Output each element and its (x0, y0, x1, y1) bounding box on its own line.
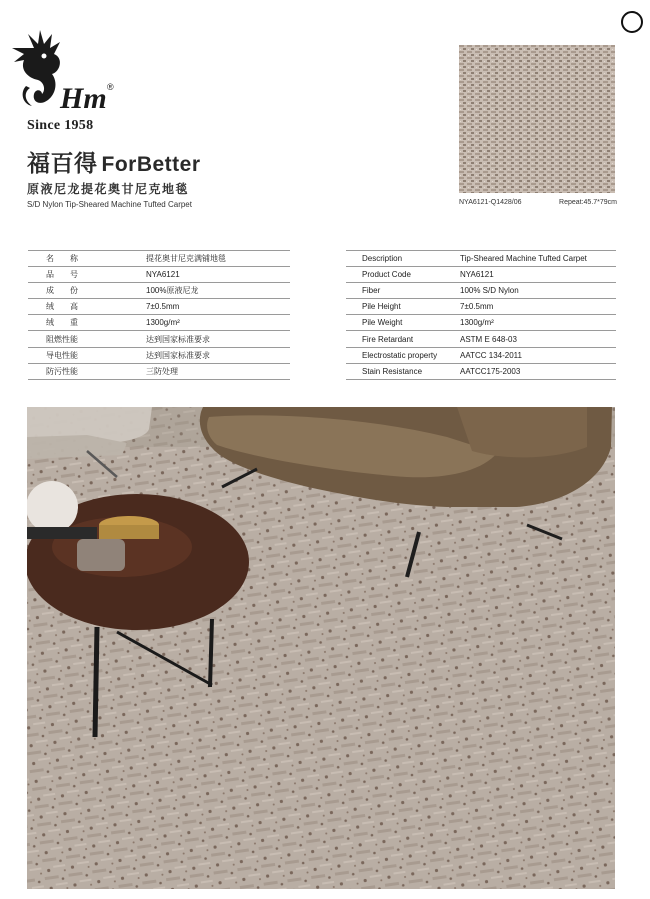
table-row (28, 363, 290, 379)
spec-value: 达到国家标准要求 (146, 347, 290, 363)
spec-value: 100%原液尼龙 (146, 283, 290, 299)
table-row (346, 331, 616, 347)
spec-value: Tip-Sheared Machine Tufted Carpet (460, 251, 616, 267)
table-row (346, 283, 616, 299)
swatch-caption (459, 199, 617, 206)
spec-label: 导电性能 (28, 347, 146, 363)
product-subtitle-cn: 原液尼龙提花奥甘尼克地毯 (27, 182, 190, 196)
spec-value: NYA6121 (460, 267, 616, 283)
brand-name-cn: 福百得 (27, 150, 98, 176)
seahorse-logo (10, 30, 120, 120)
spec-value: 1300g/m² (460, 315, 616, 331)
spec-value: 7±0.5mm (146, 299, 290, 315)
spec-value: NYA6121 (146, 267, 290, 283)
table-row (28, 267, 290, 283)
spec-label: 品 号 (28, 267, 146, 283)
spec-value: 100% S/D Nylon (460, 283, 616, 299)
table-row (28, 283, 290, 299)
spec-label: Electrostatic property (346, 347, 460, 363)
spec-value: AATCC175-2003 (460, 363, 616, 379)
table-row (346, 363, 616, 379)
table-row (346, 347, 616, 363)
spec-value: 7±0.5mm (460, 299, 616, 315)
table-row (346, 251, 616, 267)
spec-value: 达到国家标准要求 (146, 331, 290, 347)
spec-label: Stain Resistance (346, 363, 460, 379)
swatch-code: NYA6121-Q1428/06 (459, 199, 522, 206)
spec-value: ASTM E 648-03 (460, 331, 616, 347)
spec-label: 绒 重 (28, 315, 146, 331)
brand-name (27, 145, 201, 178)
spec-label: 成 份 (28, 283, 146, 299)
spec-label: Product Code (346, 267, 460, 283)
spec-label: Pile Height (346, 299, 460, 315)
table-row (28, 299, 290, 315)
spec-label: Pile Weight (346, 315, 460, 331)
spec-label: 防污性能 (28, 363, 146, 379)
table-row (28, 251, 290, 267)
brand-name-en: ForBetter (101, 153, 201, 176)
registered-mark: ® (107, 82, 114, 92)
room-scene-photo (27, 407, 615, 889)
table-row (346, 299, 616, 315)
spec-label: 阻燃性能 (28, 331, 146, 347)
table-row (346, 267, 616, 283)
logo-wordmark: Hm (60, 82, 107, 115)
swatch-repeat: Repeat:45.7*79cm (559, 199, 617, 206)
since-year: Since 1958 (27, 118, 94, 133)
spec-label: Fire Retardant (346, 331, 460, 347)
spec-value: 三防处理 (146, 363, 290, 379)
spec-table-cn (28, 250, 290, 380)
carpet-swatch-image (459, 45, 615, 193)
table-row (28, 347, 290, 363)
spec-label: 名 称 (28, 251, 146, 267)
table-row (28, 315, 290, 331)
table-row (28, 331, 290, 347)
decor-glass (77, 539, 125, 571)
spec-label: Fiber (346, 283, 460, 299)
decor-sphere (27, 481, 78, 533)
corner-circle-mark (621, 11, 643, 33)
spec-label: Description (346, 251, 460, 267)
spec-value: AATCC 134-2011 (460, 347, 616, 363)
product-subtitle-en: S/D Nylon Tip-Sheared Machine Tufted Carpet (27, 200, 192, 209)
decor-books (27, 527, 97, 539)
spec-label: 绒 高 (28, 299, 146, 315)
spec-table-en (346, 250, 616, 380)
spec-value: 提花奥甘尼克满铺地毯 (146, 251, 290, 267)
table-row (346, 315, 616, 331)
spec-value: 1300g/m² (146, 315, 290, 331)
